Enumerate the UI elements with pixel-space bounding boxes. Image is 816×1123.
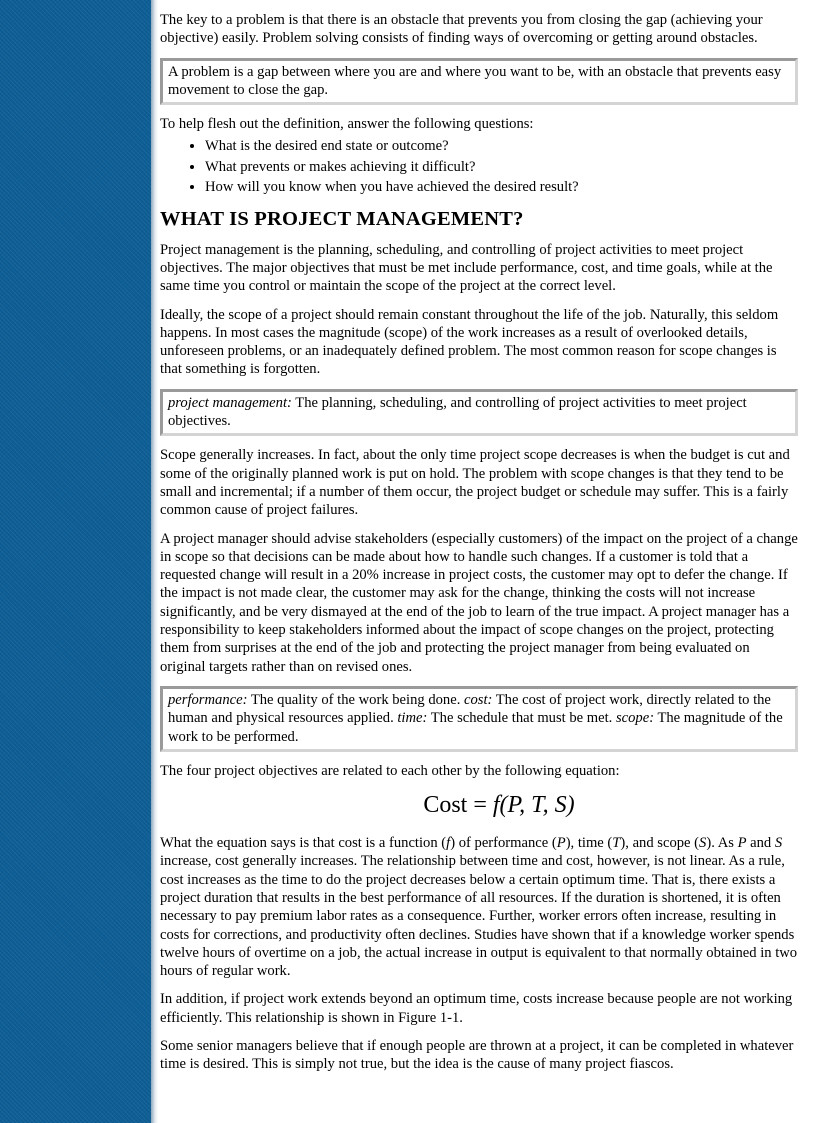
time-term: time: bbox=[397, 710, 428, 727]
objectives-definition-box bbox=[160, 686, 798, 752]
list-item: • What is the desired end state or outcome? bbox=[205, 137, 798, 155]
list-item: • How will you know when you have achieved the desired result? bbox=[205, 178, 798, 196]
scope-text: The magnitude of the work to be performed. bbox=[168, 710, 783, 745]
text-run: and bbox=[746, 835, 775, 852]
pm-paragraph-3: Scope generally increases. In fact, about the only time project scope decreases is when the budget is cut and some of the originally planned work is put on hold. The problem with scope changes is that they tend to be small and incremental; if a number of them occur, the project budget or schedule may suffer. This is a fairly common cause of project failures. bbox=[160, 447, 790, 519]
equation-lead: The four project objectives are related to each other by the following equation: bbox=[160, 762, 620, 779]
list-item: • What prevents or makes achieving it difficult? bbox=[205, 158, 798, 176]
problem-definition-box bbox=[160, 58, 798, 106]
text-run: ). As bbox=[706, 835, 738, 852]
pm-definition-box bbox=[160, 389, 798, 437]
equation-equals: = bbox=[467, 792, 493, 819]
sidebar-edge bbox=[151, 0, 158, 1123]
var-t: T bbox=[612, 835, 621, 852]
text-run: increase, cost generally increases. The relationship between time and cost, however, is not linear. As a rule, cost increases as the time to do the project decreases below a certain optimum time. That is, there exists a project duration that results in the best performance of all resources. If the duration is shortened, it is often necessary to pay premium labor rates as a consequence. Further, worker errors often increase, resulting in costs for corrections, and productivity often declines. Studies have shown that if a knowledge worker spends twelve hours of overtime on a job, the actual increase in output is equivalent to that normally obtained in two hours of regular work. bbox=[160, 853, 798, 980]
questions-lead: To help flesh out the definition, answer the following questions: bbox=[160, 116, 534, 133]
cost-term: cost: bbox=[464, 691, 493, 708]
var-f: f bbox=[446, 835, 451, 852]
pm-paragraph-8: Some senior managers believe that if enough people are thrown at a project, it can be completed in whatever time is desired. This is simply not true, but the idea is the cause of many project fiascos. bbox=[160, 1038, 794, 1073]
page-content bbox=[160, 11, 798, 1084]
pm-paragraph-4: A project manager should advise stakeholders (especially customers) of the impact on the project of a change in scope so that decisions can be made about how to handle such changes. If a customer is told that a requested change will result in a 20% increase in project costs, the customer may opt to defer the change. If the impact is not made clear, the customer may ask for the change, thinking the costs will not increase significantly, and be very dismayed at the end of the job to learn of the true impact. A project manager has a responsibility to keep stakeholders informed about the impact of scope changes on the project, protecting them from surprises at the end of the job and protecting the project manager from being evaluated on original targets rather than on revised ones. bbox=[160, 530, 798, 675]
pm-definition-text: The planning, scheduling, and controlling of project activities to meet project objectives. bbox=[168, 394, 747, 430]
equation-left: Cost bbox=[423, 792, 468, 819]
pm-paragraph-7: In addition, if project work extends beyond an optimum time, costs increase because people are not working efficiently. This relationship is shown in Figure 1-1. bbox=[160, 991, 793, 1026]
var-p: P bbox=[737, 835, 747, 852]
equation-right: f(P, T, S) bbox=[492, 792, 575, 819]
problem-definition-text: A problem is a gap between where you are and where you want to be, with an obstacle that prevents easy movement to close the gap. bbox=[168, 63, 782, 98]
scope-term: scope: bbox=[615, 710, 655, 727]
var-s: S bbox=[699, 835, 707, 852]
pm-paragraph-2: Ideally, the scope of a project should remain constant throughout the life of the job. Naturally, this seldom happens. In most cases the magnitude (scope) of the work increases as a result of overlooked details, unforeseen problems, or an inadequately defined problem. The most common reason for scope changes is that something is forgotten. bbox=[160, 306, 779, 378]
var-s: S bbox=[774, 835, 783, 852]
text-run: ) of performance ( bbox=[450, 835, 557, 852]
sidebar-decoration bbox=[0, 0, 151, 1123]
pm-paragraph-6 bbox=[160, 834, 798, 980]
time-text: The schedule that must be met. bbox=[427, 710, 616, 727]
performance-text: The quality of the work being done. bbox=[247, 691, 464, 708]
text-run: ), time ( bbox=[565, 835, 613, 852]
intro-paragraph: The key to a problem is that there is an obstacle that prevents you from closing the gap (achieving your objective) easily. Problem solving consists of finding ways of overcoming or getting around obstacles. bbox=[160, 12, 763, 47]
questions-list bbox=[160, 137, 798, 196]
cost-text: The cost of project work, directly related to the human and physical resources applied. bbox=[168, 691, 771, 727]
cost-equation bbox=[160, 790, 798, 820]
var-p: P bbox=[556, 835, 566, 852]
section-heading: WHAT IS PROJECT MANAGEMENT? bbox=[160, 208, 524, 231]
pm-paragraph-1: Project management is the planning, scheduling, and controlling of project activities to meet project objectives. The major objectives that must be met include performance, cost, and time goals, while at the same time you control or maintain the scope of the project at the correct level. bbox=[160, 241, 773, 295]
pm-term: project management: bbox=[168, 394, 292, 411]
text-run: What the equation says is that cost is a function ( bbox=[160, 835, 447, 852]
performance-term: performance: bbox=[168, 691, 248, 708]
text-run: ), and scope ( bbox=[620, 835, 700, 852]
